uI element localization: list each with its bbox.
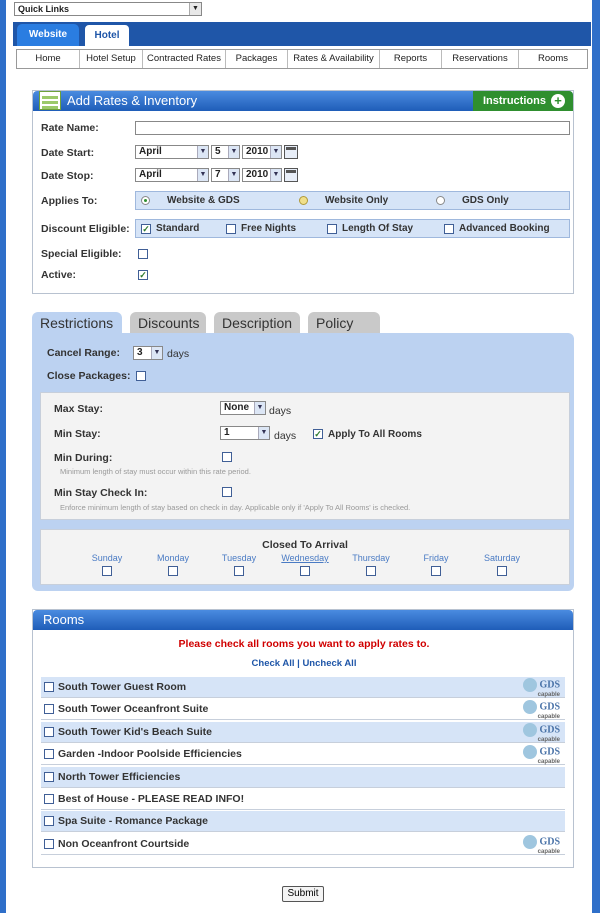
nav-rooms[interactable]: Rooms — [537, 53, 569, 64]
checkbox-closed-thursday[interactable] — [366, 566, 376, 576]
instructions-button[interactable]: Instructions + — [473, 91, 573, 111]
date-stop-month[interactable]: April ▼ — [135, 168, 209, 182]
check-links — [33, 658, 575, 669]
apply-all-label: Apply To All Rooms — [328, 429, 422, 440]
closed-arrival-title: Closed To Arrival — [262, 539, 348, 551]
days-label: days — [269, 405, 292, 417]
checkbox-closed-saturday[interactable] — [497, 566, 507, 576]
room-row — [41, 744, 565, 765]
radio-website-only[interactable] — [299, 196, 308, 205]
room-checkbox[interactable] — [44, 682, 54, 692]
add-rates-header — [33, 91, 573, 111]
nav-rates-availability[interactable]: Rates & Availability — [288, 50, 380, 68]
gds-capable-icon — [523, 678, 560, 701]
checkbox-closed-friday[interactable] — [431, 566, 441, 576]
room-name: Spa Suite - Romance Package — [58, 815, 208, 828]
date-start-day[interactable]: 5 ▼ — [211, 145, 240, 159]
checkbox-min-checkin[interactable] — [222, 487, 232, 497]
calendar-grid-icon — [39, 91, 61, 110]
radio-label: Website Only — [325, 195, 389, 206]
nav-packages[interactable]: Packages — [226, 50, 288, 68]
chevron-down-icon: ▼ — [270, 146, 281, 158]
globe-icon — [523, 700, 537, 714]
day-saturday: Saturday — [483, 553, 521, 563]
radio-gds-only[interactable] — [436, 196, 445, 205]
submit-button[interactable]: Submit — [282, 886, 324, 902]
room-checkbox[interactable] — [44, 704, 54, 714]
day-thursday: Thursday — [352, 553, 390, 563]
checkbox-closed-monday[interactable] — [168, 566, 178, 576]
checkbox-standard[interactable]: ✓ — [142, 224, 150, 234]
tab-restrictions[interactable]: Restrictions — [32, 312, 122, 334]
main-nav — [16, 49, 588, 69]
check-all-link[interactable]: Check All — [251, 658, 295, 669]
chevron-down-icon: ▼ — [151, 347, 162, 359]
calendar-icon[interactable] — [284, 145, 298, 159]
date-stop-label: Date Stop: — [41, 170, 94, 182]
checkbox-closed-sunday[interactable] — [102, 566, 112, 576]
globe-icon — [523, 745, 537, 759]
rate-name-input[interactable] — [135, 121, 570, 135]
nav-reports[interactable]: Reports — [380, 50, 442, 68]
checkbox-min-during[interactable] — [222, 452, 232, 462]
chevron-down-icon: ▼ — [189, 3, 201, 15]
checkbox-label: Free Nights — [241, 223, 297, 234]
tab-website[interactable]: Website — [17, 24, 79, 46]
gds-text: GDS — [539, 701, 560, 713]
min-checkin-note: Enforce minimum length of stay based on check in day. Applicable only if 'Apply To All Rooms' is checked. — [60, 503, 411, 512]
gds-capable-icon — [523, 700, 560, 723]
plus-icon: + — [551, 94, 565, 108]
gds-capable-text: capable — [537, 692, 560, 698]
chevron-down-icon: ▼ — [197, 146, 208, 158]
radio-website-gds[interactable] — [141, 196, 150, 205]
nav-reservations[interactable]: Reservations — [442, 50, 519, 68]
min-during-label: Min During: — [54, 452, 113, 464]
room-name: Garden -Indoor Poolside Efficiencies — [58, 748, 242, 761]
room-checkbox[interactable] — [44, 839, 54, 849]
gds-text: GDS — [539, 836, 560, 848]
day-tuesday: Tuesday — [221, 553, 257, 563]
active-label: Active: — [41, 269, 77, 281]
min-checkin-label: Min Stay Check In: — [54, 487, 148, 499]
max-stay-label: Max Stay: — [54, 403, 104, 415]
globe-icon — [523, 723, 537, 737]
date-stop-day[interactable]: 7 ▼ — [211, 168, 240, 182]
checkbox-label: Standard — [156, 223, 200, 234]
min-stay-label: Min Stay: — [54, 428, 101, 440]
uncheck-all-link[interactable]: Uncheck All — [302, 658, 357, 669]
room-checkbox[interactable] — [44, 794, 54, 804]
gds-capable-icon — [523, 835, 560, 858]
cancel-range-select[interactable]: 3 ▼ — [133, 346, 163, 360]
room-checkbox[interactable] — [44, 816, 54, 826]
room-row — [41, 834, 565, 855]
gds-capable-text: capable — [537, 759, 560, 766]
chevron-down-icon: ▼ — [254, 402, 265, 414]
gds-capable-icon — [523, 745, 560, 768]
date-start-year[interactable]: 2010 ▼ — [242, 145, 282, 159]
days-label: days — [274, 430, 297, 442]
gds-capable-text: capable — [537, 736, 560, 743]
min-stay-select[interactable]: 1 ▼ — [220, 426, 270, 440]
stay-section — [40, 392, 570, 520]
room-name: North Tower Efficiencies — [58, 770, 181, 783]
checkbox-active[interactable]: ✓ — [139, 270, 147, 280]
room-row — [41, 811, 565, 832]
room-name: South Tower Kid's Beach Suite — [58, 725, 212, 738]
checkbox-advanced-booking[interactable] — [444, 224, 454, 234]
gds-text: GDS — [539, 746, 560, 758]
gds-capable-text: capable — [537, 714, 560, 721]
chevron-down-icon: ▼ — [228, 169, 239, 181]
discount-label: Discount Eligible: — [41, 223, 130, 235]
panel-title: Add Rates & Inventory — [67, 93, 198, 108]
gds-text: GDS — [539, 724, 560, 736]
checkbox-free-nights[interactable] — [226, 224, 236, 234]
rooms-header: Rooms — [33, 610, 573, 630]
checkbox-label: Length Of Stay — [342, 223, 414, 234]
room-row — [41, 789, 565, 810]
checkbox-closed-tuesday[interactable] — [234, 566, 244, 576]
room-name: Best of House - PLEASE READ INFO! — [58, 793, 245, 805]
globe-icon — [523, 835, 537, 849]
chevron-down-icon: ▼ — [228, 146, 239, 158]
tab-description[interactable]: Description — [214, 312, 300, 334]
checkbox-label: Advanced Booking — [459, 223, 550, 234]
min-during-note: Minimum length of stay must occur within this rate period. — [60, 467, 251, 476]
checkbox-close-packages[interactable] — [136, 371, 146, 381]
tab-discounts[interactable]: Discounts — [130, 312, 206, 334]
checkbox-apply-all-rooms[interactable]: ✓ — [314, 429, 322, 439]
date-stop-year[interactable]: 2010 ▼ — [242, 168, 282, 182]
room-checkbox[interactable] — [44, 727, 54, 737]
radio-label: Website & GDS — [167, 195, 240, 206]
room-checkbox[interactable] — [44, 772, 54, 782]
applies-to-label: Applies To: — [41, 195, 98, 207]
quick-links-select[interactable]: Quick Links ▼ — [14, 2, 202, 16]
calendar-icon[interactable] — [284, 168, 298, 182]
chevron-down-icon: ▼ — [197, 169, 208, 181]
gds-capable-text: capable — [537, 848, 560, 855]
rate-name-label: Rate Name: — [41, 122, 99, 134]
room-row — [41, 722, 565, 743]
room-name: Non Oceanfront Courtside — [58, 837, 190, 850]
day-monday: Monday — [156, 553, 190, 563]
rooms-instruction: Please check all rooms you want to apply rates to. — [178, 638, 430, 650]
link-separator: | — [297, 658, 300, 669]
room-row — [41, 677, 565, 698]
gds-text: GDS — [539, 679, 560, 691]
globe-icon — [523, 678, 537, 692]
checkbox-length-of-stay[interactable] — [327, 224, 337, 234]
nav-hotel-setup[interactable]: Hotel Setup — [80, 50, 143, 68]
room-name: South Tower Oceanfront Suite — [58, 703, 209, 716]
nav-home[interactable]: Home — [17, 50, 80, 68]
room-row — [41, 699, 565, 720]
chevron-down-icon: ▼ — [270, 169, 281, 181]
date-start-month[interactable]: April ▼ — [135, 145, 209, 159]
radio-label: GDS Only — [462, 195, 509, 206]
date-start-label: Date Start: — [41, 147, 95, 159]
day-sunday: Sunday — [91, 553, 123, 563]
tab-policy[interactable]: Policy — [308, 312, 380, 334]
day-wednesday: Wednesday — [281, 553, 329, 563]
close-packages-label: Close Packages: — [47, 370, 131, 382]
room-row — [41, 767, 565, 788]
checkbox-closed-wednesday[interactable] — [300, 566, 310, 576]
checkbox-special-eligible[interactable] — [138, 249, 148, 259]
max-stay-select[interactable]: None ▼ — [220, 401, 266, 415]
room-checkbox[interactable] — [44, 749, 54, 759]
days-label: days — [167, 348, 190, 360]
cancel-range-label: Cancel Range: — [47, 347, 120, 359]
nav-contracted-rates[interactable]: Contracted Rates — [143, 50, 226, 68]
gds-capable-icon — [523, 723, 560, 746]
special-eligible-label: Special Eligible: — [41, 248, 122, 260]
day-friday: Friday — [423, 553, 449, 563]
tab-hotel[interactable]: Hotel — [84, 24, 130, 46]
room-name: South Tower Guest Room — [58, 681, 187, 693]
chevron-down-icon: ▼ — [258, 427, 269, 439]
